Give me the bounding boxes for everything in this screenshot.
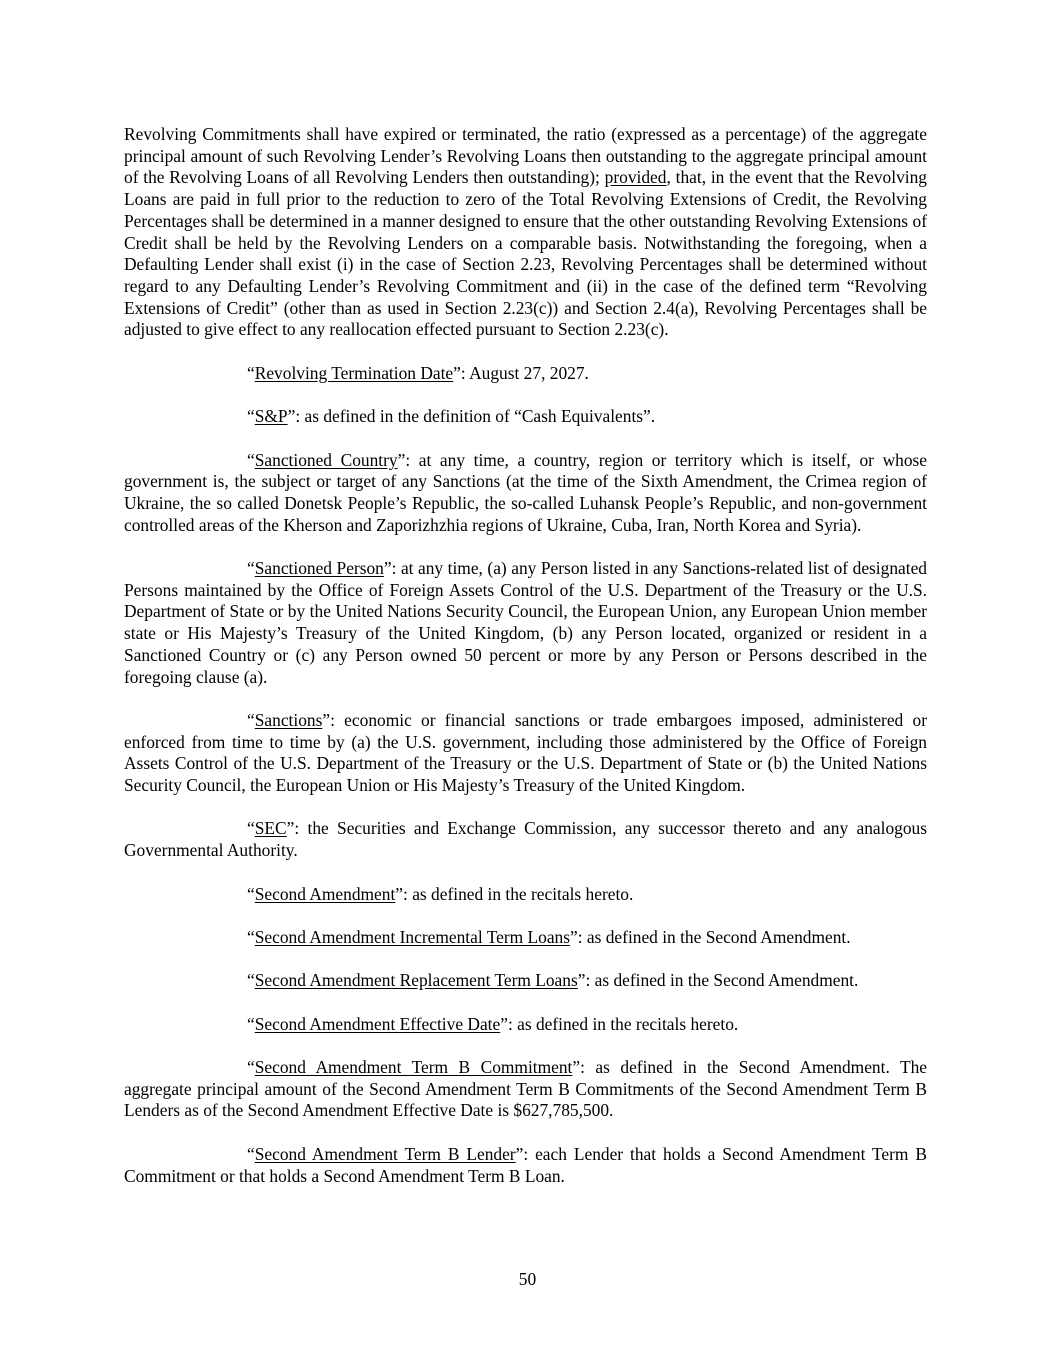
open-quote: “ xyxy=(247,406,255,427)
definition-paragraph xyxy=(124,450,927,537)
definition-text: ”: at any time, (a) any Person listed in any Sanctions-related list of designated Persons maintained by the Office of Foreign Assets Control of the U.S. Department of the Treasury or the U.S. Department of State or by the United Nations Security Council, the European Union, any European Union member state or His Majesty’s Treasury of the United Kingdom, (b) any Person located, organized or resident in a Sanctioned Country or (c) any Person owned 50 percent or more by any Person or Persons described in the foregoing clause (a). xyxy=(124,558,927,687)
open-quote: “ xyxy=(247,818,255,839)
defined-term: Second Amendment Replacement Term Loans xyxy=(254,970,578,991)
open-quote: “ xyxy=(247,1013,255,1034)
defined-term: Sanctioned Person xyxy=(254,558,384,578)
defined-term: Second Amendment xyxy=(254,883,396,904)
open-quote: “ xyxy=(247,1057,255,1078)
definition-text: ”: each Lender that holds a Second Amendment Term B Commitment or that holds a Second Amendment Term B Loan. xyxy=(124,1143,927,1186)
defined-term: Second Amendment Term B Lender xyxy=(254,1143,516,1164)
open-quote: “ xyxy=(247,970,255,991)
definition-paragraph xyxy=(124,558,927,688)
defined-term: S&P xyxy=(254,406,288,427)
definition-text: ”: as defined in the recitals hereto. xyxy=(395,883,634,904)
defined-term: Second Amendment Term B Commitment xyxy=(254,1057,573,1078)
open-quote: “ xyxy=(247,883,255,904)
open-quote: “ xyxy=(247,709,255,730)
definition-paragraph xyxy=(124,927,927,949)
definition-paragraph xyxy=(124,1144,927,1187)
continuation-text-end: , that, in the event that the Revolving Loans are paid in full prior to the reduction to zero of the Total Revolving Extensions of Credit, the Revolving Percentages shall be determined in a manner designed to ensure that the other outstanding Revolving Extensions of Credit shall be held by the Revolving Lenders on a comparable basis. Notwithstanding the foregoing, when a Defaulting Lender shall exist (i) in the case of Section 2.23, Revolving Percentages shall be determined without regard to any Defaulting Lender’s Revolving Commitment and (ii) in the case of the defined term “Revolving Extensions of Credit” (other than as used in Section 2.23(c)) and Section 2.4(a), Revolving Percentages shall be adjusted to give effect to any reallocation effected pursuant to Section 2.23(c). xyxy=(124,167,927,340)
definition-text: ”: the Securities and Exchange Commission, any successor thereto and any analogous Governmental Authority. xyxy=(124,818,927,861)
open-quote: “ xyxy=(247,362,255,383)
continuation-paragraph xyxy=(124,124,927,341)
definition-text: ”: as defined in the Second Amendment. xyxy=(570,926,851,947)
definition-paragraph xyxy=(124,406,927,428)
open-quote: “ xyxy=(247,449,255,470)
definition-text: ”: as defined in the Second Amendment. xyxy=(577,970,859,991)
definition-paragraph xyxy=(124,970,927,992)
open-quote: “ xyxy=(247,926,255,947)
definition-text: ”: as defined in the definition of “Cash Equivalents”. xyxy=(287,406,656,427)
open-quote: “ xyxy=(247,558,255,578)
continuation-text-start: Revolving Commitments shall have expired or terminated, the ratio (expressed as a percentage) of the aggregate principal amount of such Revolving Lender’s Revolving Loans then outstanding to the aggregate principal amount of the Revolving Loans of all Revolving Lenders then outstanding); xyxy=(124,124,927,188)
provided-term: provided xyxy=(604,167,667,188)
definition-text: ”: at any time, a country, region or territory which is itself, or whose government is, the subject or target of any Sanctions (at the time of the Sixth Amendment, the Crimea region of Ukraine, the so called Donetsk People’s Republic, the so-called Luhansk People’s Republic, and non-government controlled areas of the Kherson and Zaporizhzhia regions of Ukraine, Cuba, Iran, North Korea and Syria). xyxy=(124,449,927,535)
open-quote: “ xyxy=(247,1143,255,1164)
definition-paragraph xyxy=(124,1057,927,1122)
definition-text: ”: as defined in the recitals hereto. xyxy=(500,1013,739,1034)
defined-term: Second Amendment Effective Date xyxy=(254,1013,501,1034)
definition-text: ”: economic or financial sanctions or trade embargoes imposed, administered or enforced from time to time by (a) the U.S. government, including those administered by the Office of Foreign Assets Control of the U.S. Department of the Treasury or the U.S. Department of State or (b) the United Nations Security Council, the European Union or His Majesty’s Treasury of the United Kingdom. xyxy=(124,709,927,796)
definition-paragraph xyxy=(124,884,927,906)
defined-term: Sanctioned Country xyxy=(254,449,398,470)
definition-paragraph xyxy=(124,818,927,861)
defined-term: Revolving Termination Date xyxy=(254,362,454,383)
definition-paragraph xyxy=(124,1014,927,1036)
defined-term: Sanctions xyxy=(254,709,323,730)
definition-paragraph xyxy=(124,710,927,797)
document-body xyxy=(124,124,927,1209)
definition-text: ”: as defined in the Second Amendment. The aggregate principal amount of the Second Amendment Term B Commitments of the Second Amendment Term B Lenders as of the Second Amendment Effective Date is $627,785,500. xyxy=(124,1057,927,1121)
definition-paragraph xyxy=(124,363,927,385)
defined-term: SEC xyxy=(254,818,287,839)
definition-text: ”: August 27, 2027. xyxy=(453,362,589,383)
page-number: 50 xyxy=(518,1269,537,1289)
defined-term: Second Amendment Incremental Term Loans xyxy=(254,926,570,947)
